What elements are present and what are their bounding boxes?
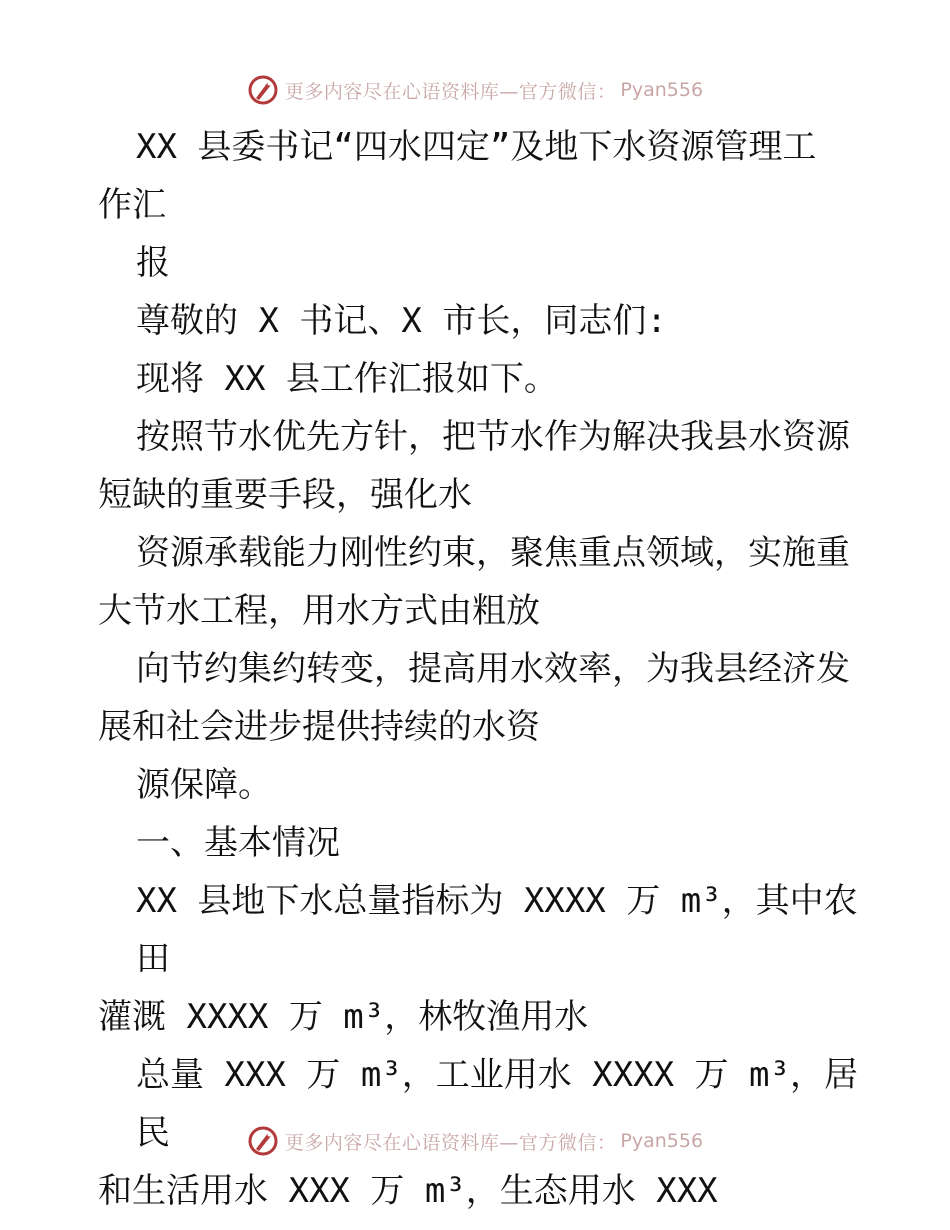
text-line-15: 灌溉 XXXX 万 m³，林牧渔用水: [98, 997, 589, 1037]
watermark-id: Pyan556: [620, 1130, 704, 1152]
text-line-8: 资源承载能力刚性约束，聚焦重点领域，实施重: [136, 533, 850, 573]
watermark-text: 更多内容尽在心语资料库—官方微信：: [284, 80, 617, 103]
watermark-text: 更多内容尽在心语资料库—官方微信：: [284, 1131, 617, 1154]
text-line-5: 现将 XX 县工作汇报如下。: [136, 359, 558, 399]
text-line-17: 和生活用水 XXX 万 m³，生态用水 XXX: [98, 1171, 718, 1211]
text-line-9: 大节水工程，用水方式由粗放: [98, 591, 540, 631]
watermark-id: Pyan556: [620, 79, 704, 101]
pen-logo-icon: [247, 1125, 279, 1157]
text-line-12: 源保障。: [136, 765, 272, 805]
text-line-14: XX 县地下水总量指标为 XXXX 万 m³，其中农田: [136, 881, 858, 979]
watermark-header: [0, 70, 950, 110]
text-line-16: 总量 XXX 万 m³，工业用水 XXXX 万 m³，居民: [136, 1055, 858, 1153]
text-line-4: 尊敬的 X 书记、X 市长，同志们:: [136, 301, 667, 341]
text-line-6: 按照节水优先方针，把节水作为解决我县水资源: [136, 417, 850, 457]
text-line-7: 短缺的重要手段，强化水: [98, 475, 472, 515]
text-line-3: 报: [136, 243, 170, 283]
watermark-footer: [0, 1121, 950, 1161]
section-heading: 一、基本情况: [136, 823, 340, 863]
text-line-11: 展和社会进步提供持续的水资: [98, 707, 540, 747]
text-line-10: 向节约集约转变，提高用水效率，为我县经济发: [136, 649, 850, 689]
document-body: [98, 118, 858, 1220]
text-line-2: 作汇: [98, 185, 166, 225]
pen-logo-icon: [247, 74, 279, 106]
text-line-1: XX 县委书记“四水四定”及地下水资源管理工: [136, 127, 817, 167]
